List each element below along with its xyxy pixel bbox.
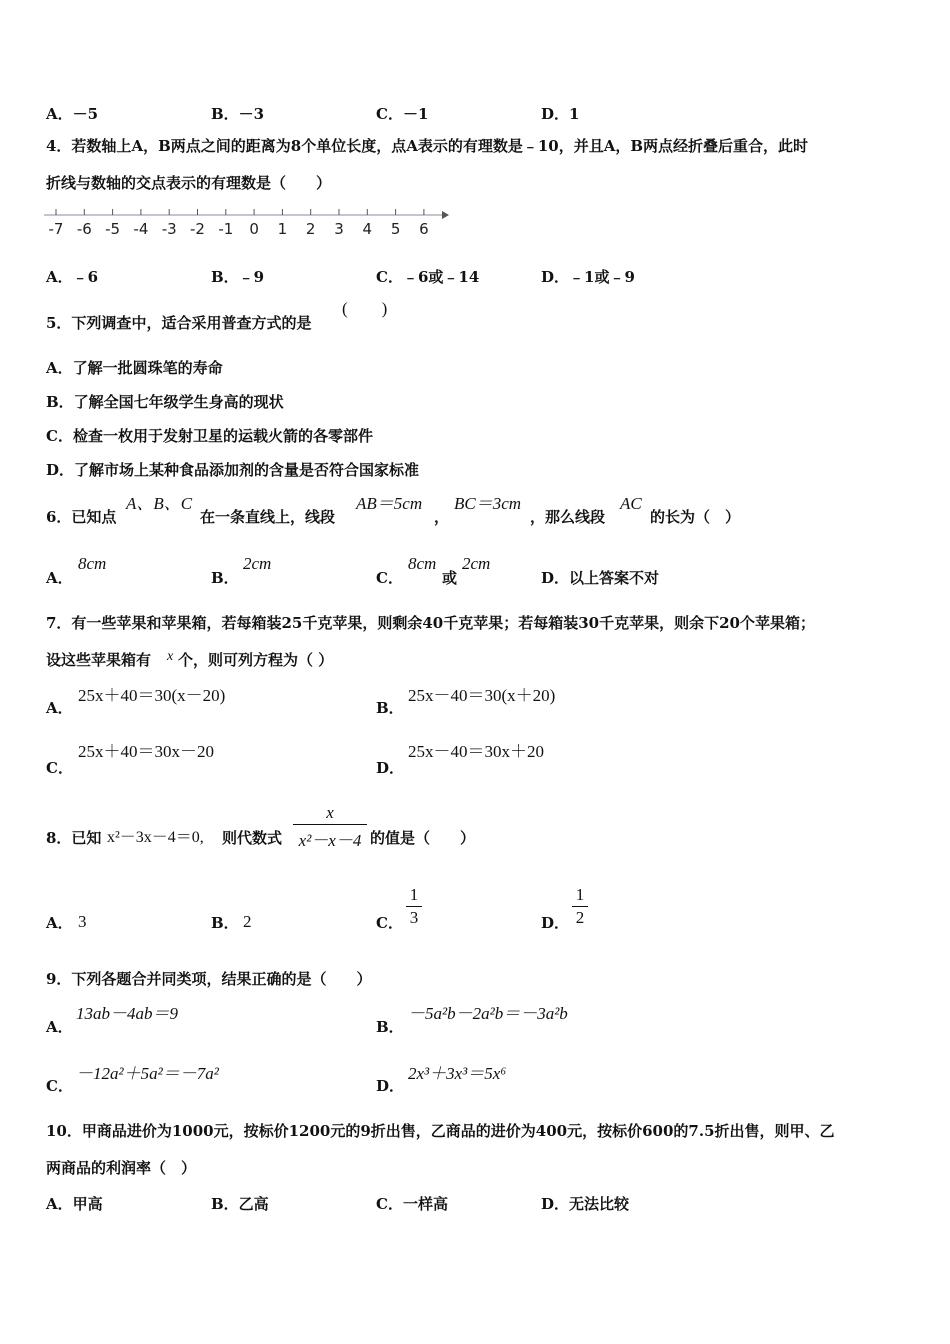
- q8-fraction: [293, 803, 367, 851]
- q7-option-d-value: 25x－40＝30x＋20: [408, 742, 544, 761]
- q8-stem-part2: 则代数式: [222, 829, 283, 847]
- q4-option-c: C．﹣6或﹣14: [376, 268, 480, 286]
- q8-option-b-value: 2: [243, 912, 252, 931]
- number-line-tick-label: -5: [105, 220, 121, 238]
- number-line-tick-label: 6: [419, 220, 429, 238]
- q7-option-a-value: 25x＋40＝30(x－20): [78, 686, 226, 705]
- q9-option-c-label: C．: [46, 1077, 73, 1095]
- q5-option-c: C．检查一枚用于发射卫星的运载火箭的各零部件: [46, 427, 373, 445]
- number-line-tick-label: 5: [390, 220, 401, 238]
- q6-option-c-or: 或: [442, 569, 458, 587]
- q8-stem-part1: 8．已知: [46, 829, 102, 847]
- q8-option-c-numerator: 1: [409, 885, 419, 904]
- q9-option-d-label: D．: [376, 1077, 405, 1095]
- q8-fraction-numerator: x: [326, 803, 334, 822]
- q9-stem: 9．下列各题合并同类项，结果正确的是（ ）: [46, 970, 372, 988]
- number-line-arrow: [442, 211, 449, 219]
- q9-option-c-value: －12a²＋5a²＝－7a²: [76, 1064, 219, 1083]
- q6-option-c-value2: 2cm: [462, 554, 491, 573]
- q8-option-a-value: 3: [78, 912, 87, 931]
- q10-option-a: A．甲高: [46, 1195, 103, 1213]
- q4-stem-line1: 4．若数轴上A，B两点之间的距离为8个单位长度，点A表示的有理数是﹣10，并且A，B两点经折叠后重合，此时: [46, 137, 809, 155]
- q4-option-d: D．﹣1或﹣9: [541, 268, 635, 286]
- q3-option-c: C．－1: [376, 105, 429, 123]
- q6-points: A、B、C: [126, 494, 193, 513]
- q6-option-c-value1: 8cm: [408, 554, 437, 573]
- q4-stem-line2: 折线与数轴的交点表示的有理数是（ ）: [46, 174, 332, 192]
- number-line: [44, 206, 449, 240]
- q10-stem-line2: 两商品的利润率（ ）: [46, 1159, 197, 1177]
- q6-stem-part4: 的长为（ ）: [650, 508, 741, 526]
- q10-option-d: D．无法比较: [541, 1195, 630, 1213]
- q8-condition: x²－3x－4＝0,: [107, 829, 204, 846]
- q4-option-b: B．﹣9: [211, 268, 265, 286]
- number-line-tick-label: -7: [48, 220, 64, 238]
- number-line-tick-label: 0: [249, 220, 259, 238]
- q7-option-b-label: B．: [376, 699, 404, 717]
- q7-option-b-value: 25x－40＝30(x＋20): [408, 686, 556, 705]
- number-line-ticks: [49, 209, 429, 238]
- q8-fraction-denominator: x²－x－4: [298, 831, 362, 850]
- q7-option-d-label: D．: [376, 759, 405, 777]
- q6-option-a-label: A．: [46, 569, 73, 587]
- q8-option-d-denominator: 2: [575, 908, 585, 927]
- q9-option-a-label: A．: [46, 1018, 73, 1036]
- q8-option-c-denominator: 3: [409, 908, 419, 927]
- q10-option-b: B．乙高: [211, 1195, 269, 1213]
- q3-option-a: A．－5: [46, 105, 99, 123]
- q4-option-a: A．﹣6: [46, 268, 99, 286]
- q6-ac: AC: [620, 494, 642, 513]
- q5-paren: ( ): [342, 299, 388, 318]
- q5-option-d: D．了解市场上某种食品添加剂的含量是否符合国家标准: [46, 461, 420, 479]
- number-line-tick-label: 3: [334, 220, 344, 238]
- number-line-tick-label: -4: [133, 220, 149, 238]
- number-line-tick-label: -1: [218, 220, 234, 238]
- q7-stem-line1: 7．有一些苹果和苹果箱，若每箱装25千克苹果，则剩余40千克苹果；若每箱装30千克苹果，则余下20个苹果箱；: [46, 614, 815, 632]
- q9-option-a-value: 13ab－4ab＝9: [76, 1004, 178, 1023]
- q8-option-a-label: A．: [46, 914, 73, 932]
- q8-option-c-label: C．: [376, 914, 403, 932]
- number-line-tick-label: -6: [76, 220, 92, 238]
- q6-option-b-value: 2cm: [243, 554, 272, 573]
- q7-var: x: [167, 649, 174, 664]
- q8-option-c-fraction: [406, 885, 422, 928]
- q7-stem-line2b: 个，则可列方程为（ ）: [178, 651, 334, 669]
- q7-stem-line2a: 设这些苹果箱有: [46, 651, 152, 669]
- q3-option-d: D．1: [541, 105, 580, 123]
- q8-option-d-bar: [572, 906, 588, 907]
- q6-option-b-label: B．: [211, 569, 239, 587]
- number-line-tick-label: 2: [305, 220, 316, 238]
- q5-option-b: B．了解全国七年级学生身高的现状: [46, 393, 284, 411]
- q8-option-c-bar: [406, 906, 422, 907]
- number-line-tick-label: -2: [190, 220, 205, 238]
- q10-stem-line1: 10．甲商品进价为1000元，按标价1200元的9折出售，乙商品的进价为400元，按标价600的7.5折出售，则甲、乙: [46, 1122, 835, 1140]
- q6-stem-part2: 在一条直线上，线段: [200, 508, 336, 526]
- q8-stem-part3: 的值是（ ）: [370, 829, 476, 847]
- q6-stem-part1: 6．已知点: [46, 508, 117, 526]
- q8-option-d-label: D．: [541, 914, 570, 932]
- q8-option-d-fraction: [572, 885, 588, 928]
- number-line-tick-label: -3: [161, 220, 177, 238]
- q6-bc: BC＝3cm: [454, 494, 522, 513]
- q3-option-b: B．－3: [211, 105, 265, 123]
- q6-ab: AB＝5cm: [356, 494, 423, 513]
- q7-option-c-label: C．: [46, 759, 73, 777]
- q6-stem-part3: ，那么线段: [530, 508, 606, 526]
- number-line-tick-label: 1: [277, 220, 288, 238]
- number-line-tick-label: 4: [362, 220, 373, 238]
- q6-option-c-label: C．: [376, 569, 403, 587]
- q5-stem: 5．下列调查中，适合采用普查方式的是: [46, 314, 312, 332]
- q5-option-a: A．了解一批圆珠笔的寿命: [46, 359, 223, 377]
- q7-option-a-label: A．: [46, 699, 73, 717]
- q9-option-b-label: B．: [376, 1018, 404, 1036]
- q6-option-d: D．以上答案不对: [541, 569, 660, 587]
- q9-option-b-value: －5a²b－2a²b＝－3a²b: [408, 1004, 568, 1023]
- q8-fraction-bar: [293, 824, 367, 825]
- q7-option-c-value: 25x＋40＝30x－20: [78, 742, 214, 761]
- q8-option-b-label: B．: [211, 914, 239, 932]
- q6-comma: ，: [434, 508, 450, 526]
- q10-option-c: C．一样高: [376, 1195, 448, 1213]
- q9-option-d-value: 2x³＋3x³＝5x⁶: [408, 1064, 507, 1083]
- q8-option-d-numerator: 1: [575, 885, 585, 904]
- q6-option-a-value: 8cm: [78, 554, 107, 573]
